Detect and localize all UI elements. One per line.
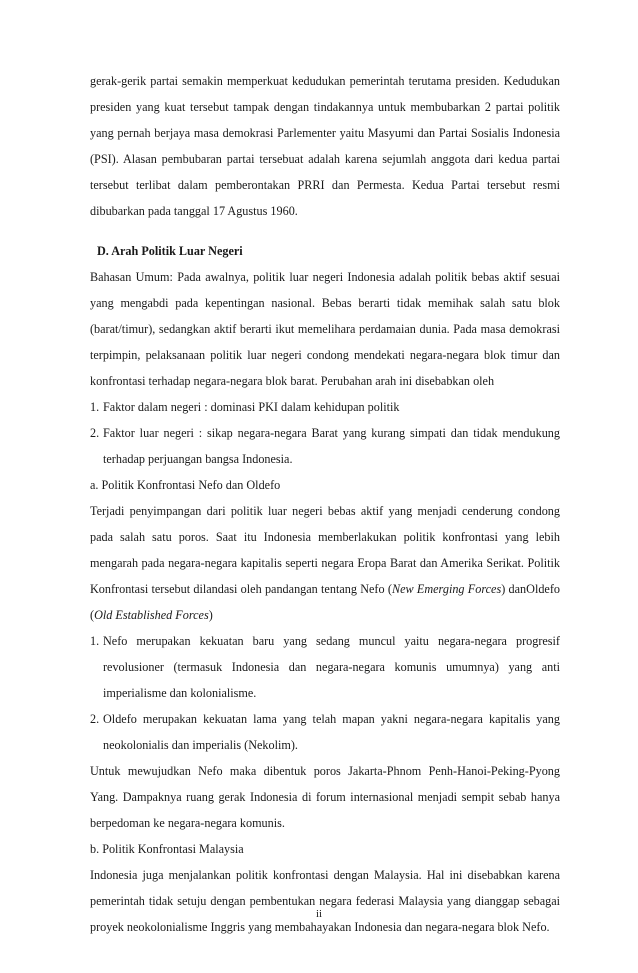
text-run: Terjadi penyimpangan dari politik luar negeri bebas aktif yang menjadi cenderung condong pada salah satu poros. Saat itu Indonesia memberlakukan politik konfrontasi yang lebih mengarah pada negara-negara kapitalis seperti negara Eropa Barat dan Amerika Serikat. Politik Konfrontasi tersebut dilandasi oleh pandangan tentang Nefo (: [90, 504, 560, 596]
list-text: Oldefo merupakan kekuatan lama yang telah mapan yakni negara-negara kapitalis yang neokolonialis dan imperialis (Nekolim).: [103, 712, 560, 752]
term-oldefo-english: Old Established Forces: [94, 608, 209, 622]
page-number: ii: [315, 908, 323, 920]
paragraph-nefo-axis: Untuk mewujudkan Nefo maka dibentuk poros Jakarta-Phnom Penh-Hanoi-Peking-Pyong Yang. Dampaknya ruang gerak Indonesia di forum internasional menjadi sempit sebab hanya berpedoman ke negara-negara komunis.: [90, 764, 560, 830]
paragraph-subsection-b: Indonesia juga menjalankan politik konfrontasi dengan Malaysia. Hal ini disebabkan karena pemerintah tidak setuju dengan pembentukan negara federasi Malaysia yang dianggap sebagai proyek neokolonialisme Inggris yang membahayakan Indonesia dan negara-negara blok Nefo.: [90, 868, 560, 934]
factor-item-2: [90, 420, 560, 472]
paragraph-subsection-a: [90, 498, 560, 628]
list-text: Faktor dalam negeri : dominasi PKI dalam kehidupan politik: [103, 400, 400, 414]
section-d-heading: D. Arah Politik Luar Negeri: [97, 244, 243, 258]
list-number: 2.: [90, 426, 100, 440]
text-run: ): [208, 608, 213, 622]
list-text: Faktor luar negeri : sikap negara-negara Barat yang kurang simpati dan tidak mendukung terhadap perjuangan bangsa Indonesia.: [103, 426, 560, 466]
list-number: 2.: [90, 712, 100, 726]
list-number: 1.: [90, 400, 100, 414]
factor-item-1: [90, 394, 560, 420]
paragraph-intro: gerak-gerik partai semakin memperkuat kedudukan pemerintah terutama presiden. Kedudukan presiden yang kuat tersebut tampak dengan tindakannya untuk membubarkan 2 partai politik yang pernah berjaya masa demokrasi Parlementer yaitu Masyumi dan Partai Sosialis Indonesia (PSI). Alasan pembubaran partai tersebuat adalah karena sejumlah anggota dari kedua partai tersebut terlibat dalam pemberontakan PRRI dan Permesta. Kedua Partai tersebut resmi dibubarkan pada tanggal 17 Agustus 1960.: [90, 74, 560, 218]
paragraph-section-d: Bahasan Umum: Pada awalnya, politik luar negeri Indonesia adalah politik bebas aktif sesuai yang mengabdi pada kepentingan nasional. Bebas berarti tidak memihak salah satu blok (barat/timur), sedangkan aktif berarti ikut memelihara perdamaian dunia. Pada masa demokrasi terpimpin, pelaksanaan politik luar negeri condong mendekati negara-negara blok timur dan konfrontasi terhadap negara-negara blok barat. Perubahan arah ini disebabkan oleh: [90, 270, 560, 388]
text-run: ) danOldefo (: [90, 582, 560, 622]
force-item-1: [90, 628, 560, 706]
term-nefo-english: New Emerging Forces: [391, 582, 502, 596]
list-number: 1.: [90, 634, 100, 648]
force-item-2: [90, 706, 560, 758]
list-text: Nefo merupakan kekuatan baru yang sedang muncul yaitu negara-negara progresif revolusioner (termasuk Indonesia dan negara-negara komunis umumnya) yang anti imperialisme dan kolonialisme.: [103, 634, 560, 700]
subsection-b-heading: b. Politik Konfrontasi Malaysia: [90, 842, 244, 856]
document-body: [90, 68, 560, 940]
subsection-a-heading: a. Politik Konfrontasi Nefo dan Oldefo: [90, 478, 281, 492]
